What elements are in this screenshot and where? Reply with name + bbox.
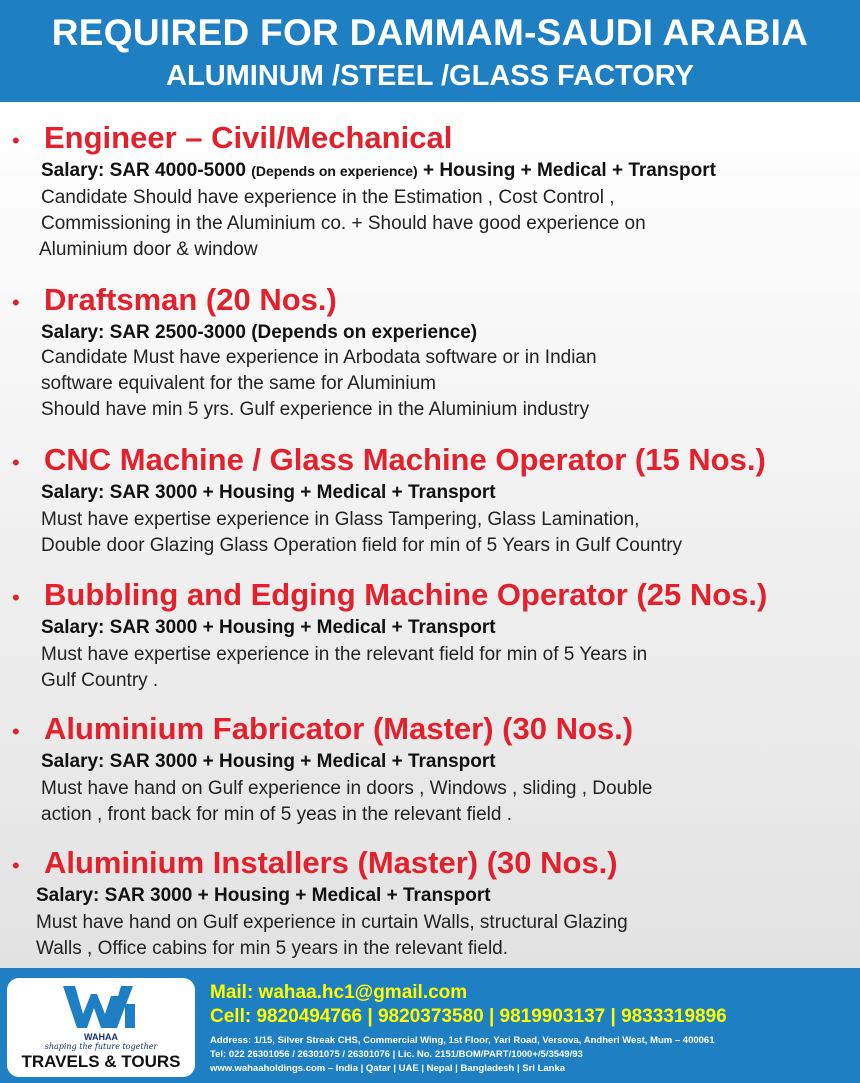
wahaa-logo-icon <box>61 984 141 1030</box>
job-description: Must have expertise experience in the relevant field for min of 5 Years in <box>41 644 648 665</box>
job-description: software equivalent for the same for Aluminium <box>41 373 436 394</box>
job-description: Must have expertise experience in Glass Tampering, Glass Lamination, <box>41 509 640 530</box>
job-list <box>0 102 860 968</box>
job-title: Bubbling and Edging Machine Operator (25 Nos.) <box>44 577 768 612</box>
job-title: Draftsman (20 Nos.) <box>44 282 337 317</box>
job-salary: Salary: SAR 3000 + Housing + Medical + Transport <box>41 482 496 503</box>
job-description: Commissioning in the Aluminium co. + Should have good experience on <box>41 213 646 234</box>
contact-phone[interactable]: Cell: 9820494766 | 9820373580 | 9819903137 | 9833319896 <box>210 1006 727 1027</box>
job-salary: Salary: SAR 3000 + Housing + Medical + Transport <box>41 617 496 638</box>
job-salary: Salary: SAR 3000 + Housing + Medical + Transport <box>36 885 491 906</box>
job-title: CNC Machine / Glass Machine Operator (15 Nos.) <box>44 442 766 477</box>
job-description: Walls , Office cabins for min 5 years in the relevant field. <box>36 938 509 959</box>
job-salary: Salary: SAR 4000-5000 (Depends on experience) + Housing + Medical + Transport <box>41 160 716 181</box>
bullet-icon: • <box>12 290 20 315</box>
job-description: Must have hand on Gulf experience in curtain Walls, structural Glazing <box>36 912 628 933</box>
job-description: Candidate Must have experience in Arbodata software or in Indian <box>41 347 597 368</box>
page-title: REQUIRED FOR DAMMAM-SAUDI ARABIA <box>51 12 809 53</box>
job-description: Candidate Should have experience in the Estimation , Cost Control , <box>41 187 615 208</box>
job-description: Double door Glazing Glass Operation field for min of 5 Years in Gulf Country <box>41 535 683 556</box>
job-title: Aluminium Installers (Master) (30 Nos.) <box>44 845 618 880</box>
contact-address: Address: 1/15, Silver Streak CHS, Commercial Wing, 1st Floor, Yari Road, Versova, Andheri West, Mum – 400061 <box>210 1035 715 1046</box>
job-description: Should have min 5 yrs. Gulf experience in the Aluminium industry <box>41 399 590 420</box>
logo-name: WAHAA <box>84 1032 118 1042</box>
bullet-icon: • <box>12 585 20 610</box>
contact-tel-license: Tel: 022 26301056 / 26301075 / 26301076 | Lic. No. 2151/BOM/PART/1000+/5/3549/93 <box>210 1049 583 1060</box>
job-description: Gulf Country . <box>41 670 159 691</box>
job-description: action , front back for min of 5 yeas in the relevant field . <box>41 804 513 825</box>
bullet-icon: • <box>12 450 20 475</box>
job-description: Aluminium door & window <box>39 239 258 260</box>
job-title: Aluminium Fabricator (Master) (30 Nos.) <box>44 711 634 746</box>
header-banner <box>0 0 860 102</box>
bullet-icon: • <box>12 853 20 878</box>
logo-company: TRAVELS & TOURS <box>21 1052 181 1071</box>
logo-tagline: shaping the future together <box>44 1042 158 1051</box>
job-salary: Salary: SAR 2500-3000 (Depends on experience) <box>41 322 478 343</box>
contact-email[interactable]: Mail: wahaa.hc1@gmail.com <box>210 982 468 1003</box>
bullet-icon: • <box>12 719 20 744</box>
job-title: Engineer – Civil/Mechanical <box>44 120 453 155</box>
bullet-icon: • <box>12 128 20 153</box>
footer-contact <box>0 968 860 1083</box>
page-subtitle: ALUMINUM /STEEL /GLASS FACTORY <box>166 60 694 92</box>
job-salary: Salary: SAR 3000 + Housing + Medical + Transport <box>41 751 496 772</box>
company-logo <box>7 978 195 1077</box>
contact-website[interactable]: www.wahaaholdings.com – India | Qatar | UAE | Nepal | Bangladesh | Sri Lanka <box>210 1063 566 1074</box>
job-description: Must have hand on Gulf experience in doors , Windows , sliding , Double <box>41 778 653 799</box>
